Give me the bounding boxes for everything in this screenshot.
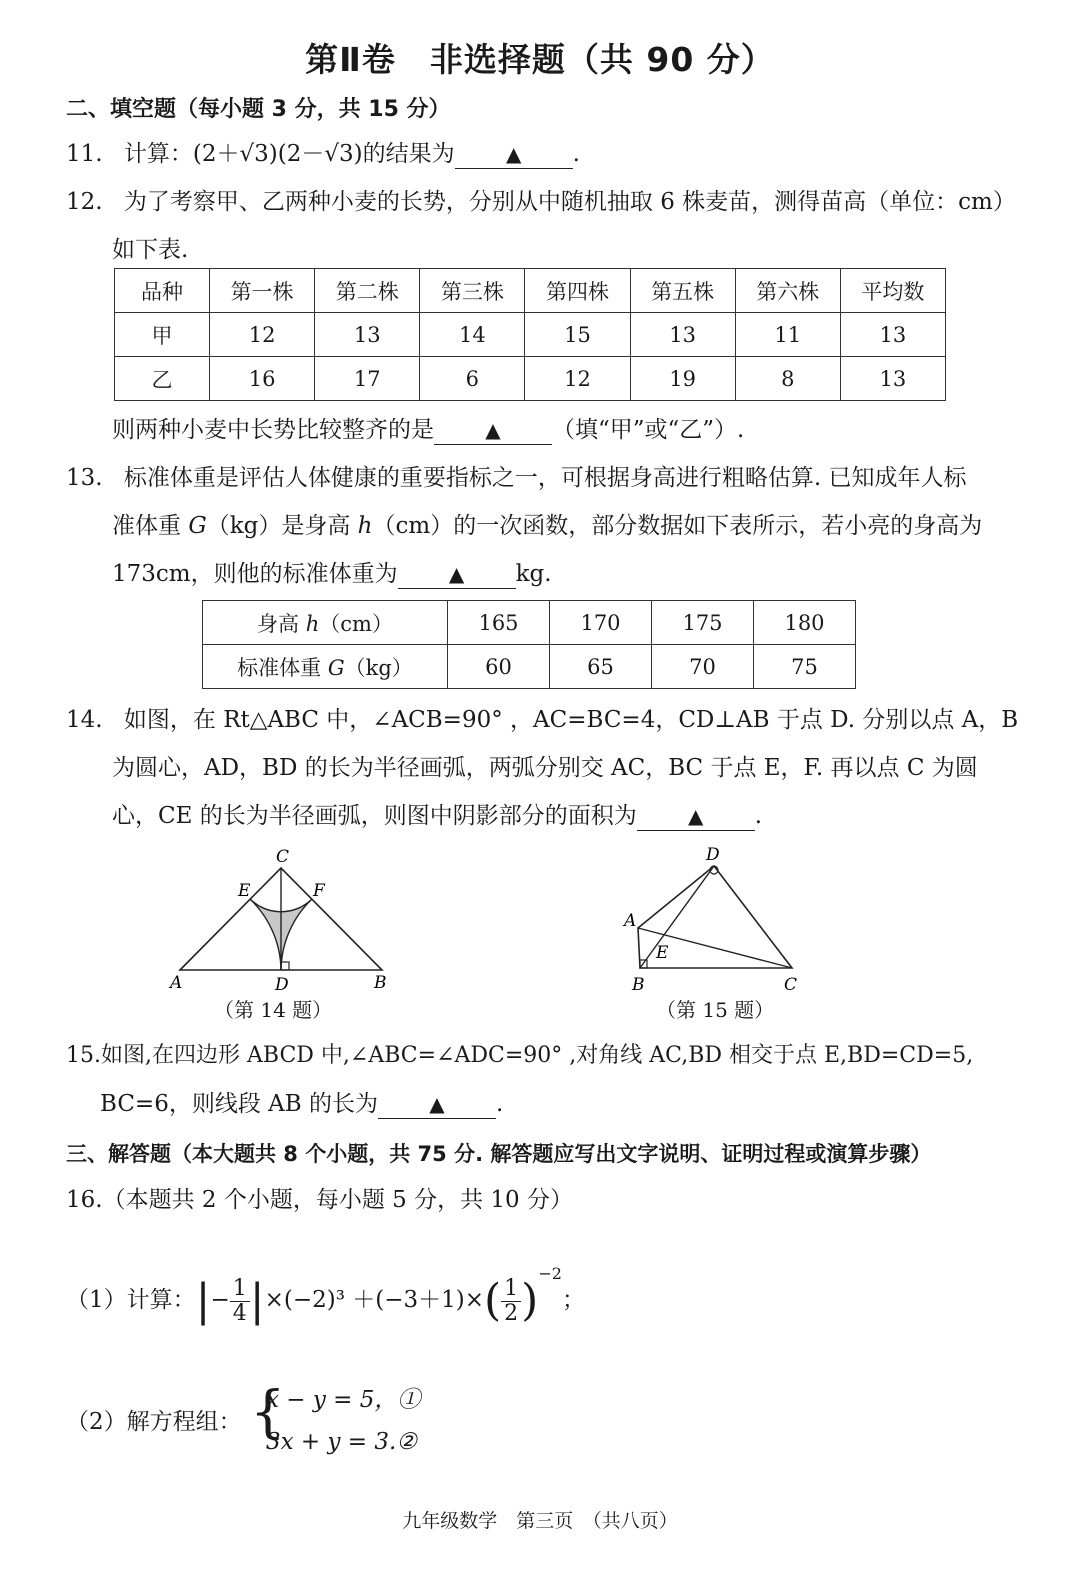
question-12-text-cont: 如下表.: [112, 237, 189, 263]
table-cell: 170: [550, 601, 652, 645]
question-14: [66, 704, 1018, 736]
question-16-part2-label: （2）解方程组：: [66, 1409, 242, 1435]
question-text: 如图,在四边形 ABCD 中,∠ABC=∠ADC=90° ,对角线 AC,BD 相交于点 E,BD=CD=5,: [101, 1043, 974, 1068]
section-heading-solutions: 三、解答题（本大题共 8 个小题，共 75 分. 解答题应写出文字说明、证明过程或演算步骤）: [66, 1142, 932, 1166]
label-d: D: [275, 975, 289, 995]
table-header-cell: 品种: [115, 269, 210, 313]
table-cell: 14: [420, 313, 525, 357]
table-row: [203, 601, 856, 645]
label-c: C: [276, 847, 290, 867]
table-header-cell: 第五株: [630, 269, 735, 313]
math-expression: (2＋√3)(2－√3): [192, 141, 363, 167]
table-cell: 13: [630, 313, 735, 357]
table-header-row: [115, 269, 946, 313]
label-f: F: [313, 881, 325, 901]
figure-14: [160, 840, 400, 1000]
figure-14-caption: （第 14 题）: [214, 998, 333, 1022]
table-header-cell: 第四株: [525, 269, 630, 313]
question-text: 为了考察甲、乙两种小麦的长势，分别从中随机抽取 6 株麦苗，测得苗高（单位：cm）: [123, 189, 1016, 215]
question-text: （本题共 2 个小题，每小题 5 分，共 10 分）: [102, 1187, 573, 1213]
table-header-cell: 第三株: [420, 269, 525, 313]
table-cell: 乙: [115, 357, 210, 401]
table-cell: 13: [315, 313, 420, 357]
figure-15: [610, 840, 810, 1000]
question-14-line3: 心，CE 的长为半径画弧，则图中阴影部分的面积为 ▲ .: [112, 803, 763, 829]
question-13-line3: 173cm，则他的标准体重为 ▲ kg.: [112, 561, 552, 587]
table-row: [115, 357, 946, 401]
table-cell: 65: [550, 645, 652, 689]
table-cell: 17: [315, 357, 420, 401]
question-16-part1: （1）计算：|− $\frac{1}{4}$ |×(−2)³ ＋(−3＋1)×( $\frac{1}{2}$ )$^{-2}$；: [66, 1264, 585, 1326]
equation-2: 3x + y = 3.②: [266, 1429, 417, 1455]
label-a: A: [624, 911, 637, 931]
question-number: 14.: [66, 707, 103, 733]
question-14-line2: 为圆心，AD，BD 的长为半径画弧，两弧分别交 AC，BC 于点 E，F. 再以点 C 为圆: [112, 755, 978, 781]
fraction-one-half: $\frac{1}{2}$: [501, 1277, 521, 1326]
table-row: [203, 645, 856, 689]
fraction-one-quarter: $\frac{1}{4}$: [230, 1277, 250, 1326]
table-cell: 8: [735, 357, 840, 401]
table-cell: 19: [630, 357, 735, 401]
question-13-line2: 准体重 G（kg）是身高 h（cm）的一次函数，部分数据如下表所示，若小亮的身高为: [112, 513, 983, 539]
section-heading-fill-blank: 二、填空题（每小题 3 分，共 15 分）: [66, 97, 451, 122]
question-text: 计算：: [123, 141, 193, 167]
label-a: A: [170, 973, 183, 993]
table-cell: 70: [652, 645, 754, 689]
question-number: 12.: [66, 189, 103, 215]
question-15: [66, 1040, 973, 1072]
brace: {: [250, 1380, 286, 1445]
label-b: B: [374, 973, 387, 993]
table-cell: 12: [210, 313, 315, 357]
table-cell: 13: [840, 357, 945, 401]
question-text: 标准体重是评估人体健康的重要指标之一，可根据身高进行粗略估算. 已知成年人标: [123, 465, 967, 491]
table-cell: 16: [210, 357, 315, 401]
table-cell: 13: [840, 313, 945, 357]
table-header-cell: 第一株: [210, 269, 315, 313]
question-text: 如图，在 Rt△ABC 中，∠ACB=90° ，AC=BC=4，CD⊥AB 于点 D. 分别以点 A，B: [123, 707, 1019, 733]
table-cell: 6: [420, 357, 525, 401]
question-12: [66, 186, 1016, 218]
label-e: E: [238, 881, 251, 901]
answer-blank[interactable]: ▲: [378, 1090, 496, 1119]
table-header-cell: 标准体重 G（kg）: [203, 645, 448, 689]
question-number: 11.: [66, 141, 103, 167]
equation-1: x − y = 5，①: [266, 1387, 421, 1413]
label-d: D: [706, 845, 720, 865]
page-footer: 九年级数学 第三页 （共八页）: [402, 1510, 678, 1532]
answer-blank[interactable]: ▲: [398, 560, 516, 589]
table-row: [115, 313, 946, 357]
question-number: 13.: [66, 465, 103, 491]
answer-blank[interactable]: ▲: [637, 802, 755, 831]
answer-blank[interactable]: ▲: [434, 416, 552, 445]
table-header-cell: 第六株: [735, 269, 840, 313]
table-header-cell: 身高 h（cm）: [203, 601, 448, 645]
question-number: 15.: [66, 1043, 101, 1068]
table-cell: 甲: [115, 313, 210, 357]
page-title: 第Ⅱ卷 非选择题（共 90 分）: [305, 40, 775, 79]
answer-blank[interactable]: ▲: [455, 140, 573, 169]
question-16: [66, 1184, 573, 1216]
question-number: 16.: [66, 1187, 103, 1213]
table-cell: 12: [525, 357, 630, 401]
table-cell: 175: [652, 601, 754, 645]
table-cell: 15: [525, 313, 630, 357]
table-cell: 180: [754, 601, 856, 645]
wheat-height-table: [114, 268, 946, 401]
table-header-cell: 第二株: [315, 269, 420, 313]
table-cell: 11: [735, 313, 840, 357]
table-cell: 165: [448, 601, 550, 645]
question-15-line2: BC=6，则线段 AB 的长为 ▲ .: [100, 1091, 504, 1117]
label-b: B: [632, 975, 645, 995]
label-e: E: [656, 943, 669, 963]
height-weight-table: [202, 600, 856, 689]
question-11: 11. 计算：(2＋√3)(2－√3)的结果为 ▲ .: [66, 141, 580, 167]
table-cell: 60: [448, 645, 550, 689]
question-12-prompt: 则两种小麦中长势比较整齐的是 ▲ （填“甲”或“乙”）.: [112, 417, 745, 443]
figure-15-caption: （第 15 题）: [656, 998, 775, 1022]
table-header-cell: 平均数: [840, 269, 945, 313]
question-13: [66, 462, 967, 494]
label-c: C: [784, 975, 798, 995]
table-cell: 75: [754, 645, 856, 689]
